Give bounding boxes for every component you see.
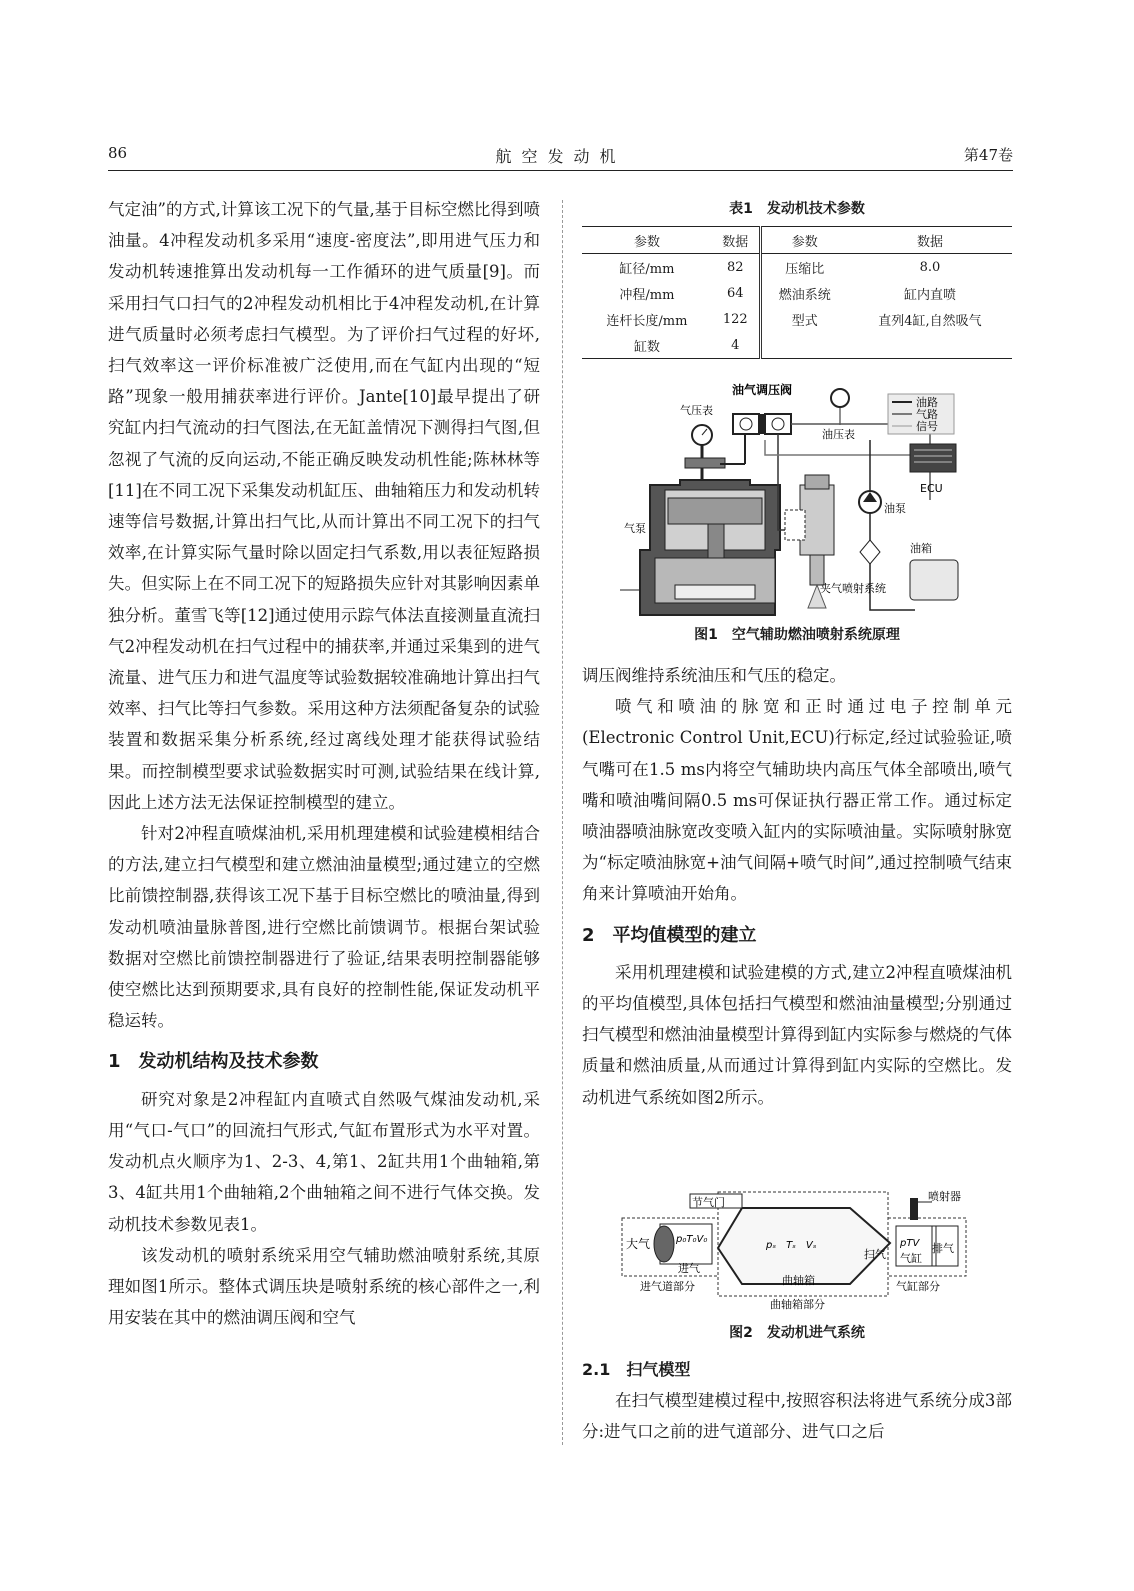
injection-system-diagram	[620, 380, 970, 620]
section-heading: 1 发动机结构及技术参数	[108, 1051, 319, 1073]
tech-params-table	[582, 226, 1012, 359]
volume-label: 第47卷	[963, 146, 1013, 164]
table-cell: 缸内直喷	[903, 287, 956, 303]
table-cell: 4	[731, 337, 740, 353]
injector-label: 夹气喷射系统	[820, 582, 886, 595]
paragraph: 在扫气模型建模过程中,按照容积法将进气系统分成3部分:进气口之前的进气道部分、进气口之后	[582, 1391, 1012, 1442]
exhaust-label: 排气	[932, 1242, 954, 1255]
paragraph: 喷气和喷油的脉宽和正时通过电子控制单元(Electronic Control Unit,ECU)行标定,经过试验验证,喷气嘴可在1.5 ms内将空气辅助块内高压气体全部喷出,喷气嘴和喷油嘴间隔0.5 ms可保证执行器正常工作。通过标定喷油器喷油脉宽改变喷入缸内的实际喷油量。实际喷射脉宽为“标定喷油脉宽+油气间隔+喷气时间”,通过控制喷气结束角来计算喷油开始角。	[582, 697, 1012, 904]
table-row	[582, 254, 1012, 281]
table1-block	[582, 198, 1012, 359]
pump-outlet	[675, 585, 755, 599]
injector-label: 喷射器	[928, 1190, 961, 1203]
oil-gauge-icon	[831, 389, 849, 407]
injector-icon	[910, 1198, 918, 1220]
tank-icon	[910, 560, 958, 600]
intake-params: p₀T₀V₀	[676, 1234, 708, 1245]
crankcase-part-label: 曲轴箱部分	[770, 1298, 825, 1311]
crankcase-params: pₛ Tₛ Vₛ	[766, 1240, 817, 1251]
cylinder-label: 气缸	[900, 1252, 922, 1265]
intake-system-diagram	[620, 1188, 970, 1316]
paragraph: 研究对象是2冲程缸内直喷式自然吸气煤油发动机,采用“气口-气口”的回流扫气形式,气缸布置形式为水平对置。发动机点火顺序为1、2-3、4,第1、2缸共用1个曲轴箱,第3、4缸共用1个曲轴箱,2个曲轴箱之间不进行气体交换。发动机技术参数见表1。	[108, 1089, 540, 1234]
column-header: 数据	[916, 234, 943, 250]
table-row	[582, 306, 1012, 332]
figure2	[620, 1188, 970, 1316]
figure1-caption: 图1 空气辅助燃油喷射系统原理	[694, 627, 900, 643]
column-header: 参数	[633, 234, 660, 250]
intake-part-label: 进气道部分	[640, 1280, 695, 1293]
air-gauge-label: 气压表	[680, 404, 713, 417]
scavenge-label: 扫气	[864, 1248, 886, 1261]
ecu-box	[910, 444, 956, 472]
table-cell	[848, 332, 1012, 359]
running-header	[108, 142, 1013, 171]
figure1	[620, 380, 970, 620]
air-pump-label: 气泵	[624, 522, 646, 535]
paragraph: 针对2冲程直喷煤油机,采用机理建模和试验建模相结合的方法,建立扫气模型和建立燃油油量模型;通过建立的空燃比前馈控制器,获得该工况下基于目标空燃比的喷油量,得到发动机喷油量脉普图,进行空燃比前馈调节。根据台架试验数据对空燃比前馈控制器进行了验证,结果表明控制器能够使空燃比达到预期要求,具有良好的控制性能,保证发动机平稳运转。	[108, 824, 540, 1031]
atmosphere-label: 大气	[626, 1237, 651, 1251]
table-cell: 64	[726, 285, 744, 301]
table-cell: 缸数	[633, 339, 660, 355]
column-header: 参数	[760, 227, 848, 254]
column-header: 数据	[722, 234, 749, 250]
valve-label: 油气调压阀	[732, 383, 793, 397]
table-cell: 直列4缸,自然吸气	[878, 313, 982, 329]
table-cell: 压缩比	[760, 254, 848, 281]
legend-air: 气路	[916, 408, 938, 421]
left-column	[108, 194, 540, 1333]
table-caption: 表1 发动机技术参数	[729, 201, 865, 217]
table-row	[582, 332, 1012, 359]
subsection-heading: 2.1 扫气模型	[582, 1360, 691, 1379]
ecu-label: ECU	[920, 482, 943, 495]
page-number: 86	[108, 144, 128, 162]
tank-label: 油箱	[910, 542, 932, 555]
oil-gauge-label: 油压表	[822, 428, 855, 441]
table-cell: 122	[722, 311, 748, 327]
intake-label: 进气	[678, 1262, 700, 1275]
paragraph: 该发动机的喷射系统采用空气辅助燃油喷射系统,其原理如图1所示。整体式调压块是喷射系统的核心部件之一,利用安装在其中的燃油调压阀和空气	[108, 1245, 540, 1328]
right-column-lower	[582, 1354, 1012, 1448]
paragraph: 调压阀维持系统油压和气压的稳定。	[582, 666, 846, 685]
crankcase-label: 曲轴箱	[782, 1274, 815, 1287]
section-heading: 2 平均值模型的建立	[582, 924, 757, 946]
cylinder-part-label: 气缸部分	[896, 1280, 940, 1293]
paragraph: 采用机理建模和试验建模的方式,建立2冲程直喷煤油机的平均值模型,具体包括扫气模型和燃油油量模型;分别通过扫气模型和燃油油量模型计算得到缸内实际参与燃烧的气体质量和燃油质量,从而通过计算得到缸内实际的空燃比。发动机进气系统如图2所示。	[582, 962, 1012, 1107]
table-cell: 缸径/mm	[619, 261, 675, 277]
filter-icon	[860, 540, 880, 564]
table-cell	[760, 332, 848, 359]
table-cell: 连杆长度/mm	[606, 313, 688, 329]
throttle-icon	[654, 1226, 674, 1262]
paragraph: 气定油”的方式,计算该工况下的气量,基于目标空燃比得到喷油量。4冲程发动机多采用“速度-密度法”,即用进气压力和发动机转速推算出发动机每一工作循环的进气质量[9]。而采用扫气口扫气的2冲程发动机相比于4冲程发动机,在计算进气质量时必须考虑扫气模型。为了评价扫气过程的好坏,扫气效率这一评价标准被广泛使用,而在气缸内出现的“短路”现象一般用捕获率进行评价。Jante[10]最早提出了研究缸内扫气流动的扫气图法,在无缸盖情况下测得扫气图,但忽视了气流的反向运动,不能正确反映发动机性能;陈林林等[11]在不同工况下采集发动机缸压、曲轴箱压力和发动机转速等信号数据,计算出扫气比,从而计算出不同工况下的扫气效率,在计算实际气量时除以固定扫气系数,用以表征短路损失。但实际上在不同工况下的短路损失应针对其影响因素单独分析。董雪飞等[12]通过使用示踪气体法直接测量直流扫气2冲程发动机在扫气过程中的捕获率,并通过采集到的进气流量、进气压力和进气温度等试验数据较准确地计算出扫气效率、扫气比等扫气参数。采用这种方法须配备复杂的试验装置和数据采集分析系统,经过离线处理才能获得试验结果。而控制模型要求试验数据实时可测,试验结果在线计算,因此上述方法无法保证控制模型的建立。	[108, 200, 540, 812]
throttle-label: 节气门	[692, 1196, 725, 1209]
figure2-caption: 图2 发动机进气系统	[729, 1325, 865, 1341]
column-separator	[562, 200, 563, 1445]
table-cell: 燃油系统	[760, 280, 848, 306]
journal-title: 航空发动机	[495, 147, 626, 166]
legend-signal: 信号	[916, 420, 938, 433]
table-cell: 82	[726, 259, 744, 275]
table-cell: 型式	[760, 306, 848, 332]
cylinder-params: pTV	[900, 1238, 920, 1249]
oil-pump-label: 油泵	[884, 502, 906, 515]
table-row	[582, 280, 1012, 306]
table-cell: 冲程/mm	[619, 287, 675, 303]
table-cell: 8.0	[919, 259, 941, 275]
right-column-upper	[582, 660, 1012, 1113]
piston	[668, 498, 762, 524]
legend-oil: 油路	[916, 396, 938, 409]
